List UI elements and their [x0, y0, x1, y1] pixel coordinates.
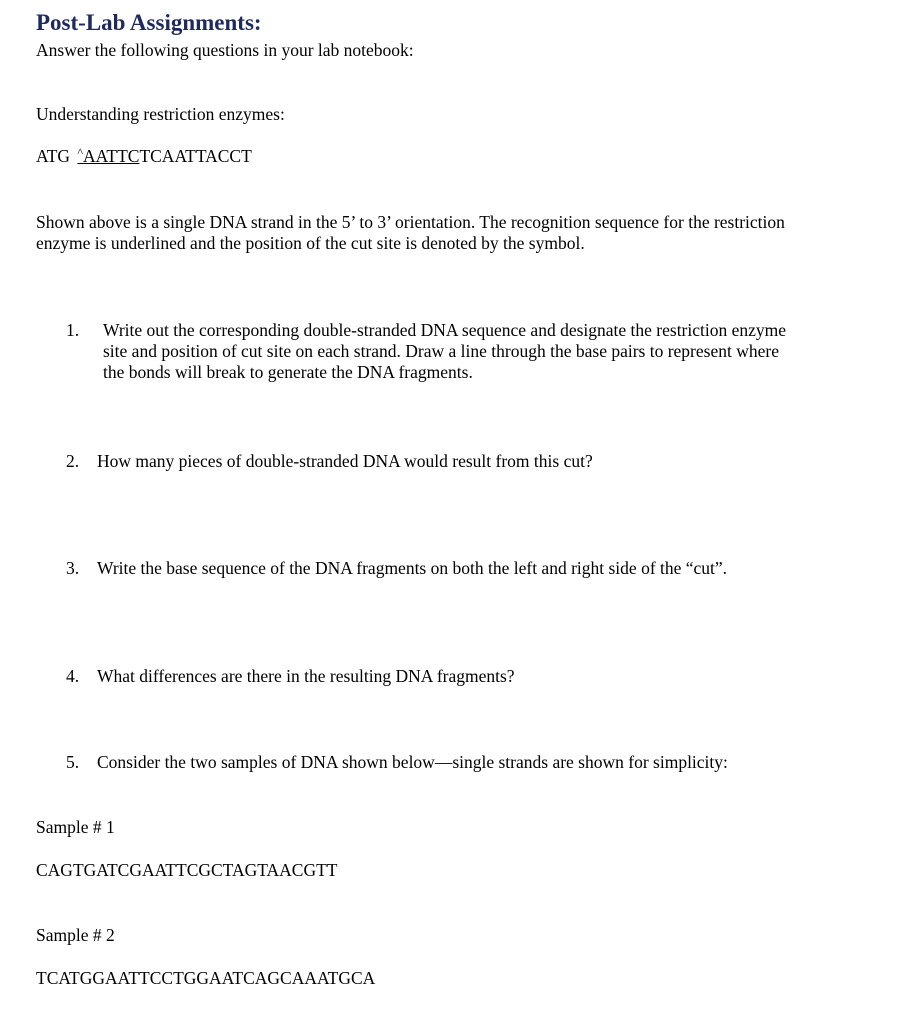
sequence-suffix: TCAATTACCT: [139, 146, 252, 166]
recognition-site: [74, 146, 139, 166]
recognition-sequence: AATTC: [83, 146, 140, 166]
sample-2-label: Sample # 2: [36, 925, 115, 945]
question-number: 1.: [66, 320, 80, 340]
instructions-text: Answer the following questions in your lab notebook:: [36, 40, 414, 60]
cut-site-symbol: ^: [77, 145, 84, 159]
question-number: 3.: [66, 558, 80, 578]
question-text: Consider the two samples of DNA shown below—single strands are shown for simplicity:: [97, 752, 728, 772]
section-heading: Understanding restriction enzymes:: [36, 104, 285, 124]
question-text: Write out the corresponding double-stranded DNA sequence and designate the restriction enzyme site and position of cut site on each strand. Draw a line through the base pairs to represent where the bonds will break to generate the DNA fragments.: [103, 320, 787, 382]
question-text: How many pieces of double-stranded DNA would result from this cut?: [97, 451, 593, 471]
sample-2-sequence: TCATGGAATTCCTGGAATCAGCAAATGCA: [36, 968, 376, 988]
question-number: 5.: [66, 752, 80, 772]
page-title: Post-Lab Assignments:: [36, 10, 262, 35]
explanation-paragraph: Shown above is a single DNA strand in the 5’ to 3’ orientation. The recognition sequence for the restriction enzyme is underlined and the position of the cut site is denoted by the symbol.: [36, 212, 785, 253]
dna-sequence: [36, 146, 252, 167]
sample-1-label: Sample # 1: [36, 817, 115, 837]
question-text: What differences are there in the resulting DNA fragments?: [97, 666, 515, 686]
sample-1-sequence: CAGTGATCGAATTCGCTAGTAACGTT: [36, 860, 338, 880]
question-text: Write the base sequence of the DNA fragments on both the left and right side of the “cut”.: [97, 558, 728, 578]
question-number: 4.: [66, 666, 80, 686]
question-number: 2.: [66, 451, 80, 471]
sequence-prefix: ATG: [36, 146, 75, 166]
